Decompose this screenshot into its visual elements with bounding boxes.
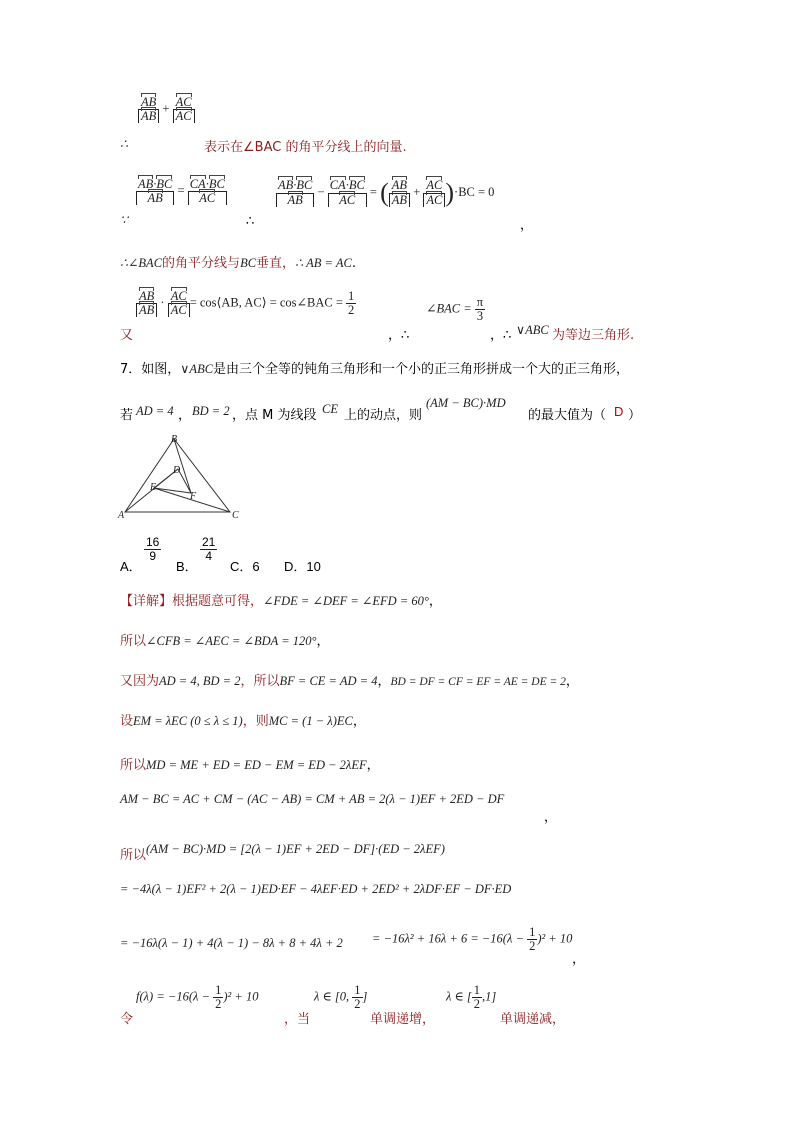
option-c: C．6 — [230, 559, 260, 574]
detail-line8 — [120, 880, 511, 898]
question-text1: 是由三个全等的钝角三角形和一个小的正三角形拼成一个大的正三角形， — [213, 362, 630, 377]
triangle-abc-q7: ∨ABC — [180, 362, 214, 376]
dandiaodijian: 单调递减， — [500, 1012, 566, 1027]
detail-eq1: ∠FDE = ∠DEF = ∠EFD = 60° — [263, 594, 429, 608]
question-text3: 上的动点，则 — [344, 408, 423, 423]
detail-f-lambda: f(λ) = −16(λ − $\frac{1}{2}$ )² + 10 — [136, 983, 259, 1012]
question-7-line2 — [120, 392, 680, 422]
detail-eq9a: = −16λ(λ − 1) + 4(λ − 1) − 8λ + 8 + 4λ + 2 — [120, 936, 343, 950]
detail-heading: 【详解】根据题意可得， — [120, 594, 264, 609]
detail-comma5: ， — [366, 758, 380, 773]
bd-eq-2: BD = 2 — [192, 404, 230, 418]
detail-comma9: ， — [572, 952, 586, 967]
question-number: 7．如图， — [120, 362, 181, 377]
answer-d: D — [614, 404, 624, 419]
detail-line7 — [120, 838, 445, 863]
detail-line2 — [120, 630, 330, 650]
detail-line4 — [120, 710, 366, 730]
suoyi-2: ，所以 — [240, 674, 280, 689]
option-b-value: $\frac{21}{4}$ — [202, 535, 216, 563]
triangle-abc: ∨ABC — [516, 323, 549, 337]
line3-period: . — [351, 256, 356, 271]
options — [120, 534, 420, 574]
label-d: D — [173, 465, 181, 476]
option-d: D．10 — [284, 559, 321, 574]
detail-eq4: EM = λEC (0 ≤ λ ≤ 1) — [133, 714, 243, 728]
detail-eq9b: = −16λ² + 16λ + 6 = −16(λ − $\frac{1}{2}$ )² + 10 — [372, 925, 573, 954]
detail-comma3: ， — [377, 674, 391, 689]
detail-eq4b: MC = (1 − λ)EC — [268, 714, 353, 728]
segment-ce: CE — [322, 402, 338, 416]
suoyi-1: 所以 — [120, 634, 147, 649]
detail-eq7: (AM − BC)·MD = [2(λ − 1)EF + 2ED − DF]·(ED − 2λEF) — [146, 842, 445, 856]
detail-comma1: ， — [428, 594, 442, 609]
suoyi-3: 所以 — [120, 758, 147, 773]
angle-pi-3: ∠BAC = $\frac{\pi}{3}$ — [426, 295, 484, 324]
option-a-label: A． — [120, 559, 142, 574]
line2-comma-therefore: ∴ — [246, 214, 255, 229]
detail-eq3: AD = 4, BD = 2 — [159, 674, 241, 688]
question-text4: 的最大值为（ — [528, 408, 607, 423]
line4-cos: $\frac{AB}{AB}$ · $\frac{AC}{AC}$ = cos⟨AB, AC⟩ = cos∠BAC = $\frac{1}{2}$ — [136, 290, 356, 317]
detail-eq8: = −4λ(λ − 1)EF² + 2(λ − 1)ED·EF − 4λEF·ED + 2ED² + 2λDF·EF − DF·ED — [120, 882, 512, 896]
sep1: ， — [178, 408, 192, 423]
ling: 令 — [120, 1012, 134, 1027]
question-text2: ，点 M 为线段 — [232, 408, 317, 423]
she: 设 — [120, 714, 134, 729]
detail-comma3b: ， — [565, 674, 579, 689]
you-label: 又 — [120, 328, 134, 343]
line3 — [120, 252, 356, 272]
line4-tail: 为等边三角形. — [552, 328, 635, 343]
detail-line1 — [120, 590, 442, 610]
line3-text1: 的角平分线与 — [162, 256, 241, 271]
line2 — [120, 174, 540, 234]
detail-eq6: AM − BC = AC + CM − (AC − AB) = CM + AB = 2(λ − 1)EF + 2ED − DF — [120, 792, 505, 806]
line2-expr: $\frac{AB\cdot BC}{AB}$ − $\frac{CA\cdot BC}{AC}$ = ( $\frac{AB}{AB}$ + $\frac{AC}{AC}$ )·BC = 0 — [278, 178, 495, 207]
detail-line3 — [120, 670, 579, 690]
detail-eq3b: BF = CE = AD = 4 — [279, 674, 378, 688]
triangle-figure — [114, 432, 244, 522]
segment-bc: BC — [240, 256, 257, 270]
line2-comma: ， — [520, 218, 534, 233]
interval-2: λ ∈ [ $\frac{1}{2}$ ,1] — [446, 983, 497, 1012]
detail-eq2: ∠CFB = ∠AEC = ∠BDA = 120° — [146, 634, 317, 648]
dandiaodizeng: 单调递增， — [370, 1012, 436, 1027]
ad-eq-4: AD = 4 — [136, 404, 174, 418]
label-c: C — [232, 510, 239, 521]
unit-vector-sum: $\frac{AB}{AB}$ + $\frac{AC}{AC}$ — [138, 96, 195, 123]
detail-eq3c: BD = DF = CF = EF = AE = DE = 2 — [390, 676, 566, 688]
line3-text2: 垂直， — [256, 256, 296, 271]
ab-eq-ac: ∴ AB = AC — [295, 256, 352, 270]
detail-comma4: ， — [352, 714, 366, 729]
suoyi-4: 所以 — [120, 848, 147, 863]
line1-text: 表示在∠BAC 的角平分线上的向量. — [204, 140, 407, 155]
detail-line6 — [120, 790, 504, 808]
label-f: F — [190, 491, 197, 502]
detail-line9 — [120, 924, 590, 967]
detail-line5 — [120, 754, 380, 774]
line4 — [120, 288, 680, 344]
youyinwei: 又因为 — [120, 674, 160, 689]
option-b-label: B． — [176, 559, 198, 574]
label-a: A — [118, 510, 125, 521]
detail-comma6: ， — [544, 810, 558, 825]
line4-therefore2: ，∴ — [490, 328, 512, 343]
option-a-value: $\frac{16}{9}$ — [146, 535, 160, 563]
label-b: B — [171, 434, 178, 445]
question-expr: (AM − BC)·MD — [426, 396, 506, 410]
line2-frac-eq: $\frac{AB\cdot BC}{AB}$ = $\frac{CA\cdot BC}{AC}$ — [138, 177, 225, 206]
line4-comma-therefore: ，∴ — [388, 328, 410, 343]
dang: ，当 — [284, 1012, 311, 1027]
detail-comma2: ， — [316, 634, 330, 649]
ruo: 若 — [120, 408, 134, 423]
ze: ，则 — [242, 714, 269, 729]
therefore-mark: ∴ — [120, 137, 128, 151]
detail-line10 — [120, 984, 590, 1028]
label-e: E — [150, 482, 157, 493]
angle-bac: ∴∠BAC — [120, 256, 163, 270]
question-close: ） — [628, 408, 642, 423]
detail-eq5: MD = ME + ED = ED − EM = ED − 2λEF — [146, 758, 367, 772]
question-7-line1 — [120, 358, 629, 378]
interval-1: λ ∈ [0, $\frac{1}{2}$ ] — [314, 983, 368, 1012]
because-mark: ∵ — [120, 213, 128, 227]
